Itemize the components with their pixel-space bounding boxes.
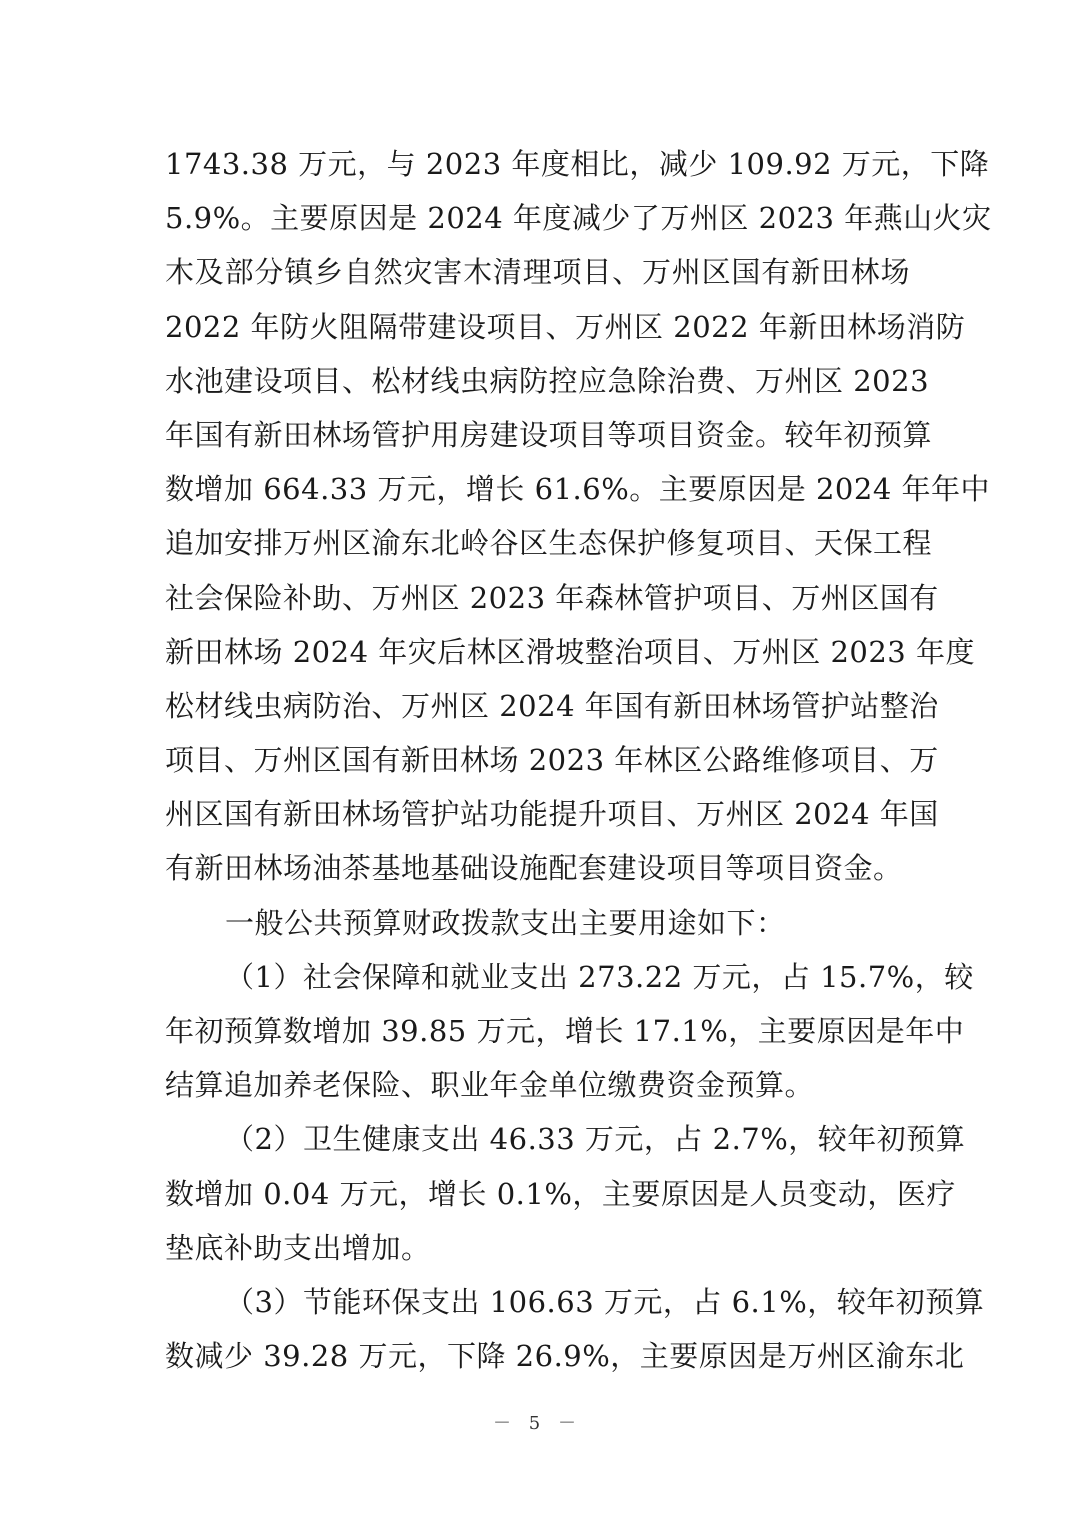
text-line: （3）节能环保支出 106.63 万元，占 6.1%，较年初预算 [225, 1284, 985, 1319]
text-line: 社会保险补助、万州区 2023 年森林管护项目、万州区国有 [165, 580, 939, 615]
text-line: 数增加 664.33 万元，增长 61.6%。主要原因是 2024 年年中 [165, 472, 990, 507]
text-line: 项目、万州区国有新田林场 2023 年林区公路维修项目、万 [165, 743, 939, 778]
text-line: 2022 年防火阻隔带建设项目、万州区 2022 年新田林场消防 [165, 309, 966, 344]
text-line: 追加安排万州区渝东北岭谷区生态保护修复项目、天保工程 [165, 526, 933, 561]
text-line: 年初预算数增加 39.85 万元，增长 17.1%，主要原因是年中 [165, 1014, 965, 1048]
text-line: 年国有新田林场管护用房建设项目等项目资金。较年初预算 [165, 417, 933, 452]
text-line: 1743.38 万元，与 2023 年度相比，减少 109.92 万元，下降 [165, 147, 990, 181]
text-line: （1）社会保障和就业支出 273.22 万元，占 15.7%，较 [225, 959, 974, 994]
text-line: 数增加 0.04 万元，增长 0.1%，主要原因是人员变动，医疗 [165, 1176, 956, 1211]
text-line: 结算追加养老保险、职业年金单位缴费资金预算。 [165, 1068, 815, 1103]
text-line: 水池建设项目、松材线虫病防控应急除治费、万州区 2023 [165, 363, 930, 398]
text-line: 木及部分镇乡自然灾害木清理项目、万州区国有新田林场 [165, 255, 910, 290]
body-text [165, 137, 992, 1383]
text-line: 有新田林场油茶基地基础设施配套建设项目等项目资金。 [165, 851, 903, 886]
text-line: 垫底补助支出增加。 [165, 1230, 431, 1265]
text-line: 5.9%。主要原因是 2024 年度减少了万州区 2023 年燕山火灾 [165, 201, 992, 236]
text-line: 数减少 39.28 万元，下降 26.9%，主要原因是万州区渝东北 [165, 1339, 965, 1374]
text-line: 州区国有新田林场管护站功能提升项目、万州区 2024 年国 [165, 797, 939, 832]
text-line: 松材线虫病防治、万州区 2024 年国有新田林场管护站整治 [165, 688, 939, 723]
text-line: 新田林场 2024 年灾后林区滑坡整治项目、万州区 2023 年度 [165, 634, 975, 669]
text-line: （2）卫生健康支出 46.33 万元，占 2.7%，较年初预算 [225, 1122, 966, 1157]
page-number: － 5 － [493, 1413, 582, 1434]
text-line: 一般公共预算财政拨款支出主要用途如下： [225, 905, 786, 940]
